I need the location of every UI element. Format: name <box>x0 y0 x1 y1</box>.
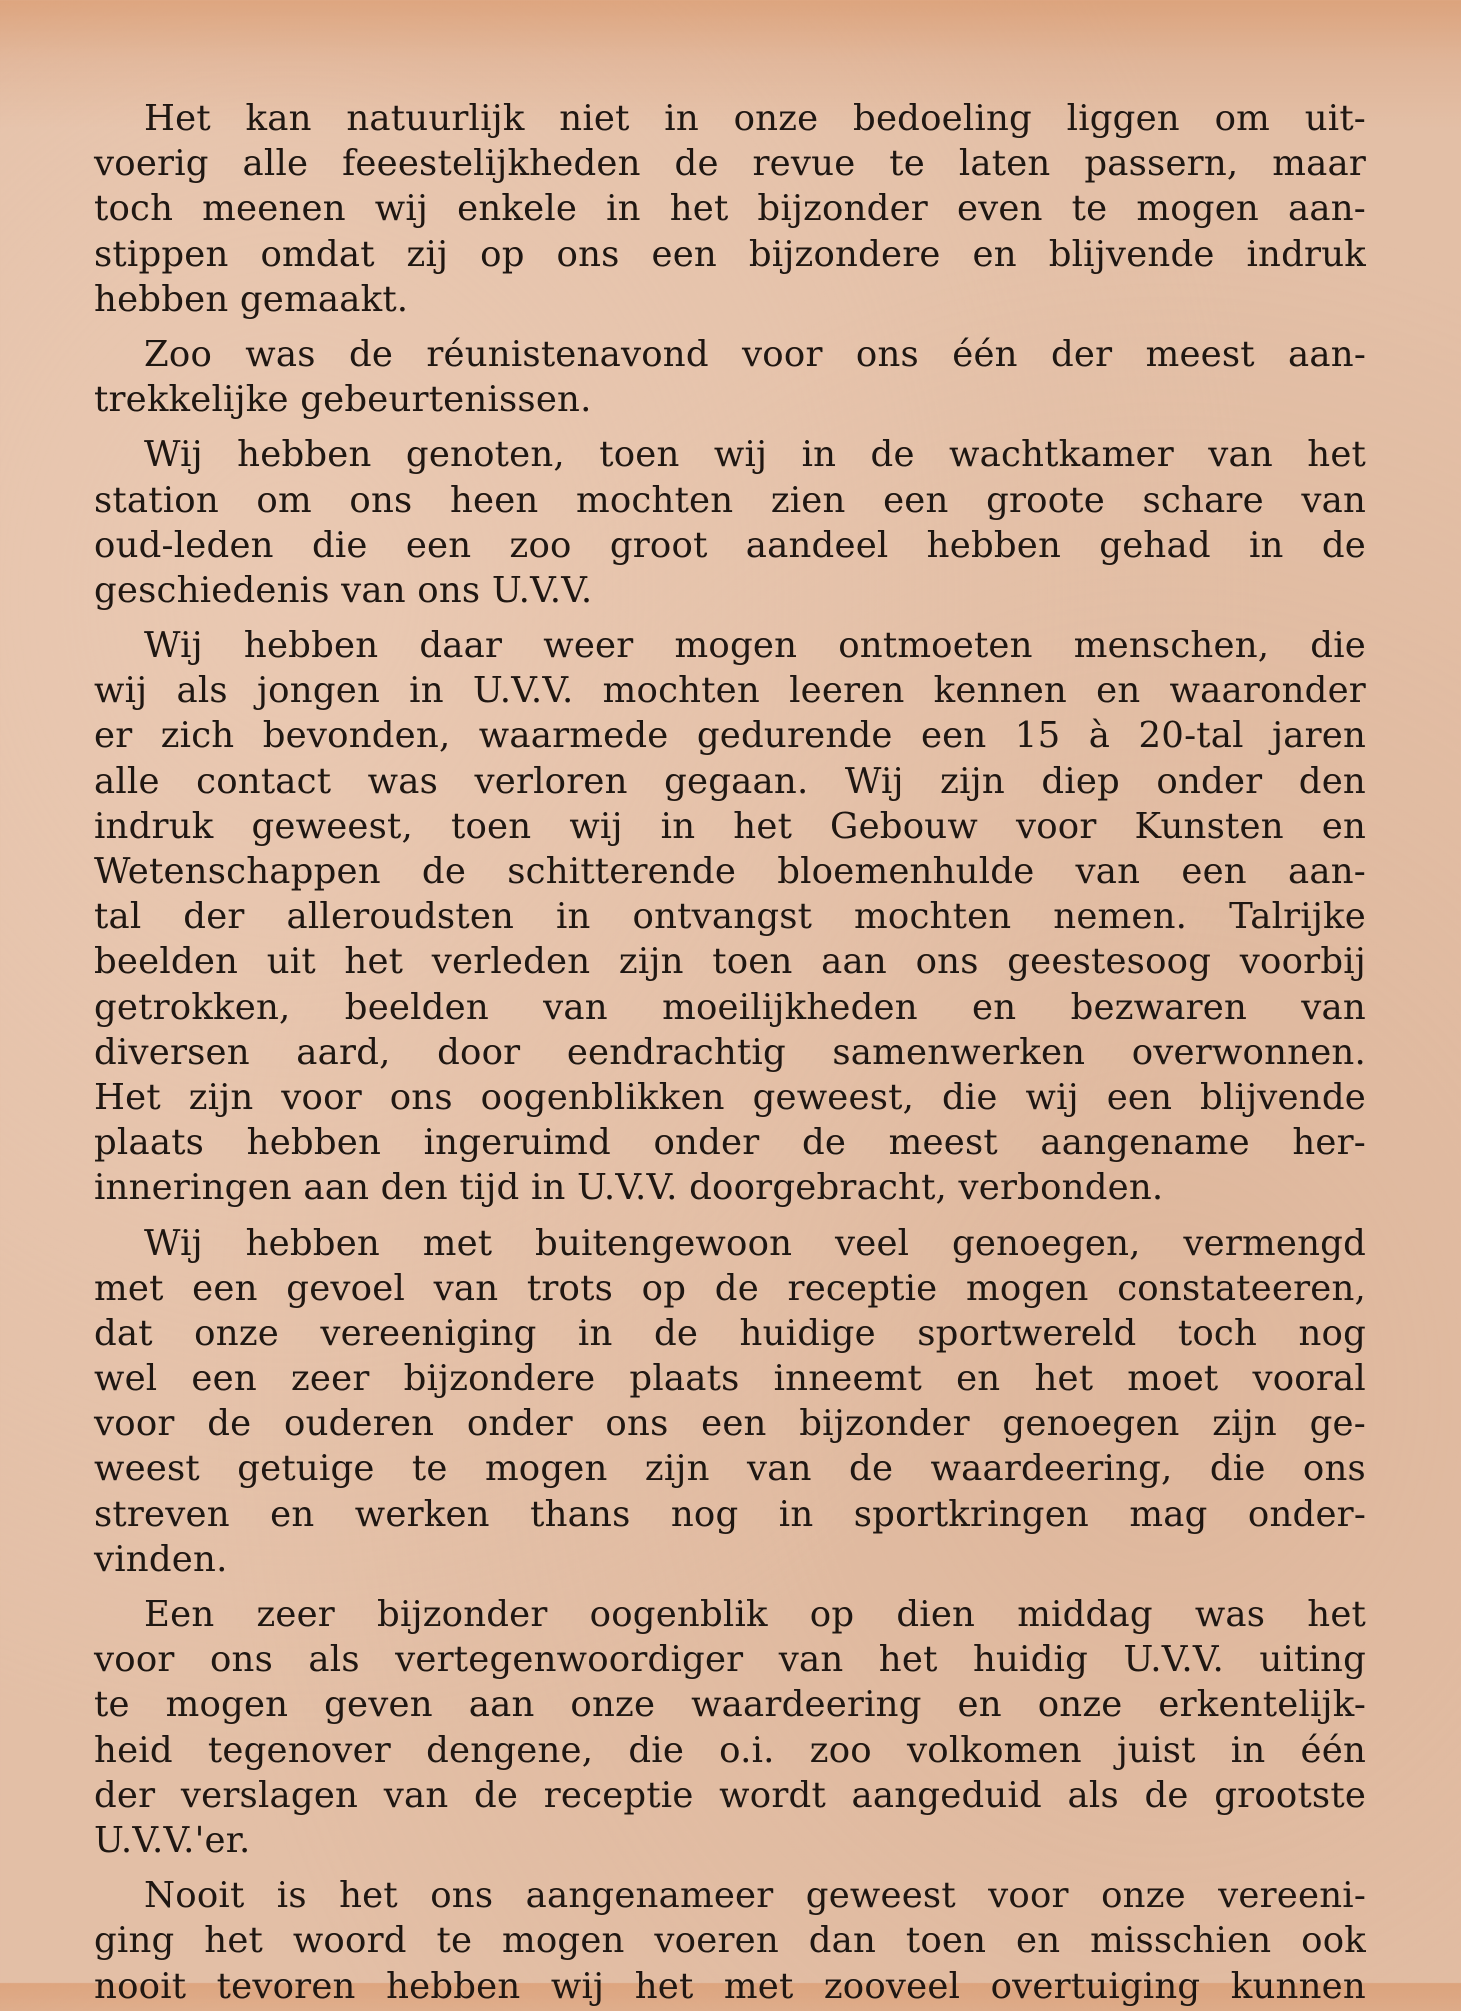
text-line: weest getuige te mogen zijn van de waardeering, die ons <box>94 1448 1366 1490</box>
text-line: voor ons als vertegenwoordiger van het huidig U.V.V. uiting <box>94 1639 1367 1681</box>
text-line: beelden uit het verleden zijn toen aan ons geestesoog voorbij <box>94 941 1367 983</box>
text-line: Zoo was de réunistenavond voor ons één der meest aan- <box>144 333 1367 375</box>
paragraph <box>94 332 1366 422</box>
text-line: vinden. <box>94 1538 228 1580</box>
text-line: Wetenschappen de schitterende bloemenhulde van een aan- <box>94 851 1366 892</box>
paragraph-gap <box>94 424 1366 432</box>
paragraph-gap <box>94 1584 1366 1592</box>
text-line: met een gevoel van trots op de receptie mogen constateeren, <box>94 1267 1367 1309</box>
text-line: heid tegenover dengene, die o.i. zoo volkomen juist in één <box>94 1729 1367 1771</box>
text-line: hebben gemaakt. <box>94 278 409 320</box>
text-line: oud-leden die een zoo groot aandeel hebben gehad in de <box>94 524 1366 566</box>
text-line: er zich bevonden, waarmede gedurende een 15 à 20-tal jaren <box>94 715 1367 757</box>
text-line: Een zeer bijzonder oogenblik op dien middag was het <box>144 1594 1367 1635</box>
text-line: streven en werken thans nog in sportkringen mag onder- <box>94 1493 1367 1535</box>
text-line: wij als jongen in U.V.V. mochten leeren kennen en waaronder <box>94 670 1366 712</box>
text-line: plaats hebben ingeruimd onder de meest aangename her- <box>94 1122 1366 1164</box>
paragraph <box>94 1221 1366 1583</box>
paragraph <box>94 1873 1366 2009</box>
text-line: getrokken, beelden van moeilijkheden en bezwaren van <box>94 986 1366 1028</box>
text-line: Het zijn voor ons oogenblikken geweest, die wij een blijvende <box>94 1076 1366 1118</box>
text-line: dat onze vereeniging in de huidige sportwereld toch nog <box>94 1312 1367 1354</box>
text-line: U.V.V.'er. <box>94 1819 251 1861</box>
paragraph-gap <box>94 615 1366 623</box>
text-line: Het kan natuurlijk niet in onze bedoeling liggen om uit- <box>144 98 1366 139</box>
text-line: nooit tevoren hebben wij het met zooveel overtuiging kunnen <box>94 1965 1366 2007</box>
paragraph <box>94 623 1366 1210</box>
text-line: wel een zeer bijzondere plaats inneemt en het moet vooral <box>94 1358 1366 1400</box>
paragraph-gap <box>94 1213 1366 1221</box>
text-line: Wij hebben daar weer mogen ontmoeten menschen, die <box>144 625 1366 667</box>
text-line: inneringen aan den tijd in U.V.V. doorgebracht, verbonden. <box>94 1167 1164 1209</box>
text-line: toch meenen wij enkele in het bijzonder even te mogen aan- <box>94 188 1366 230</box>
paragraph-gap <box>94 324 1366 332</box>
text-line: Nooit is het ons aangenameer geweest voor onze vereeni- <box>144 1875 1367 1917</box>
text-line: Wij hebben genoten, toen wij in de wachtkamer van het <box>144 434 1367 476</box>
text-line: ging het woord te mogen voeren dan toen en misschien ook <box>94 1920 1366 1962</box>
paragraph <box>94 96 1366 322</box>
text-line: te mogen geven aan onze waardeering en onze erkentelijk- <box>94 1684 1367 1726</box>
text-line: indruk geweest, toen wij in het Gebouw voor Kunsten en <box>94 805 1367 847</box>
text-line: trekkelijke gebeurtenissen. <box>94 379 592 421</box>
paragraph-gap <box>94 1865 1366 1873</box>
text-line: station om ons heen mochten zien een groote schare van <box>94 479 1367 521</box>
text-line: stippen omdat zij op ons een bijzondere en blijvende indruk <box>94 233 1366 275</box>
text-line: geschiedenis van ons U.V.V. <box>94 569 593 611</box>
paragraph <box>94 1592 1366 1863</box>
text-line: voor de ouderen onder ons een bijzonder genoegen zijn ge- <box>94 1403 1366 1445</box>
text-line: der verslagen van de receptie wordt aangeduid als de grootste <box>94 1774 1367 1816</box>
text-line: diversen aard, door eendrachtig samenwerken overwonnen. <box>94 1031 1366 1073</box>
document-page <box>94 96 1366 2011</box>
text-line: alle contact was verloren gegaan. Wij zijn diep onder den <box>94 760 1366 802</box>
text-line: voerig alle feeestelijkheden de revue te laten passern, maar <box>94 143 1367 185</box>
text-line: tal der alleroudsten in ontvangst mochten nemen. Talrijke <box>94 896 1366 938</box>
paragraph <box>94 432 1366 613</box>
text-line: Wij hebben met buitengewoon veel genoegen, vermengd <box>144 1222 1366 1264</box>
